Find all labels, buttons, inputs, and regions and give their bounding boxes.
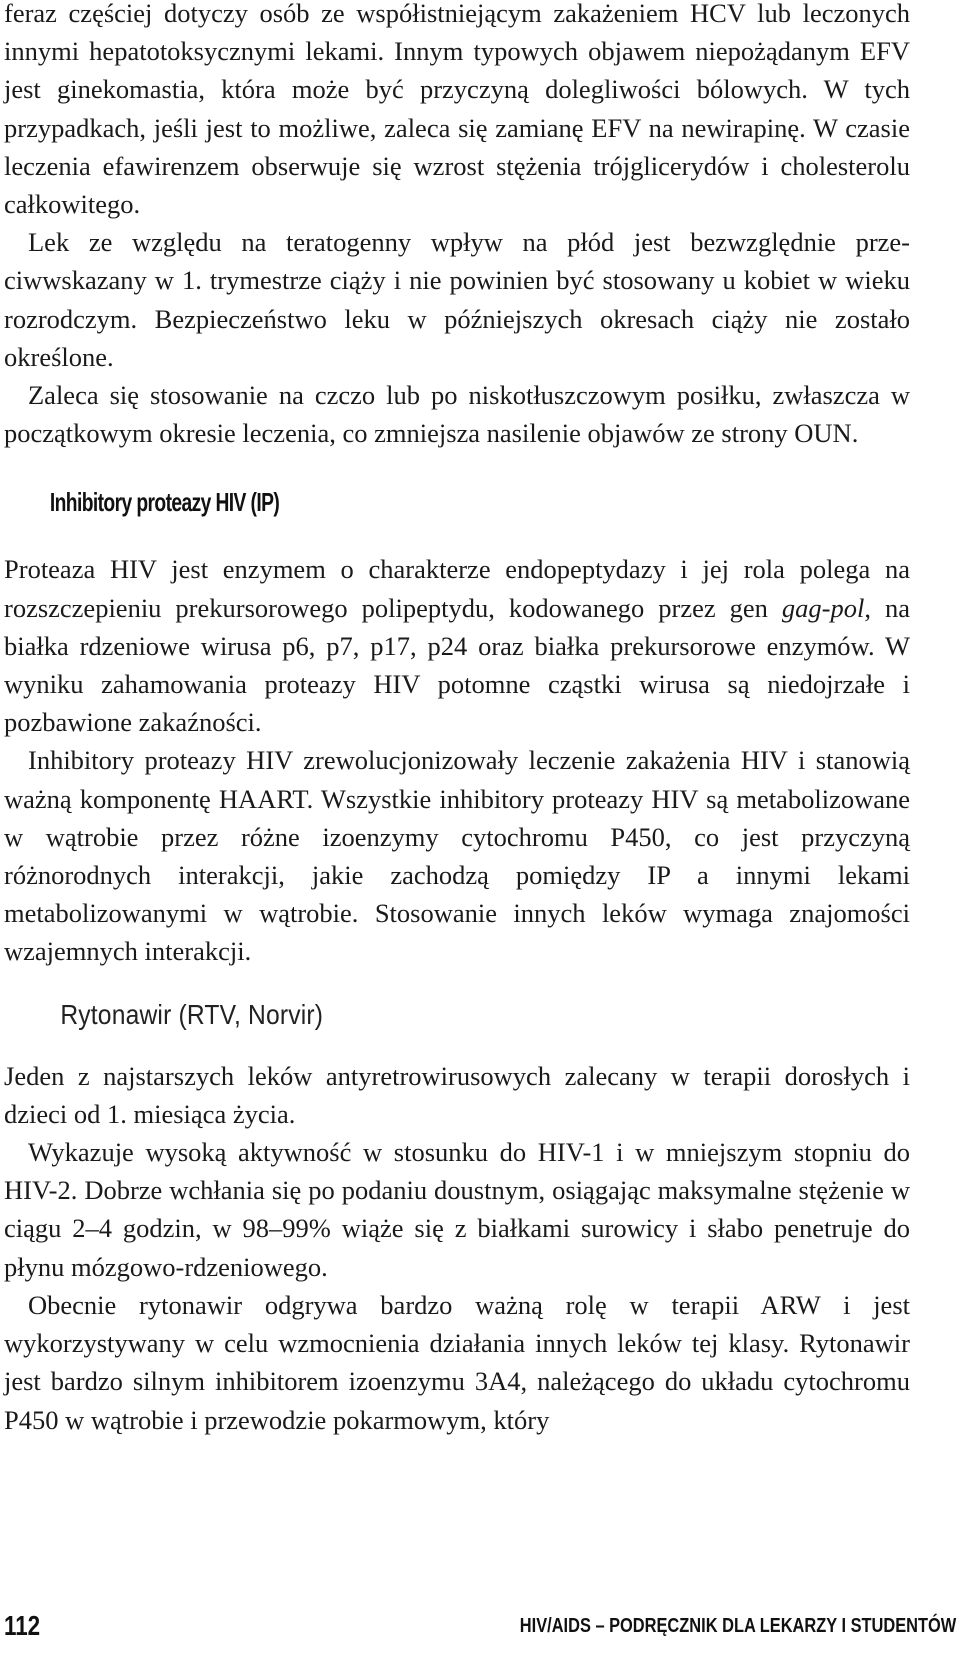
paragraph-protease-text-end: , na białka rdzeniowe wirusa p6, p7, p17, p24 oraz białka prekursorowe enzymów. W wyniku zahamowania proteazy HIV potomne cząstki wirusa są niedojrzałe i pozbawione zakaźności. bbox=[4, 592, 910, 738]
paragraph-efv-side-effects: feraz częściej dotyczy osób ze współistniejącym zakażeniem HCV lub leczonych innymi hepatotoksycznymi lekami. Innym typowych objawem niepożądanym EFV jest ginekomastia, która może być przyczyną dolegliwości bólowych. W tych przypadkach, jeśli jest to możliwe, zaleca się zamianę EFV na newirapinę. W czasie leczenia efawirenzem obserwuje się wzrost stężenia trójglicerydów i cholesterolu całkowitego. bbox=[4, 0, 910, 220]
subsection-heading-ritonavir: Rytonawir (RTV, Norvir) bbox=[60, 998, 324, 1030]
paragraph-efv-pregnancy: Lek ze względu na teratogenny wpływ na płód jest bezwzględnie przeciwwskazany w 1. trymestrze ciąży i nie powinien być stosowany u kobiet w wieku rozrodczym. Bezpieczeństwo leku w późniejszych okresach ciąży nie zostało określone. bbox=[4, 227, 910, 372]
page-content bbox=[4, 0, 910, 1439]
paragraph-efv-dosing: Zaleca się stosowanie na czczo lub po niskotłuszczowym posiłku, zwłaszcza w początkowym okresie leczenia, co zmniejsza nasilenie objawów ze strony OUN. bbox=[4, 380, 910, 449]
paragraph-protease-text-start: Proteaza HIV jest enzymem o charakterze endopeptydazy i jej rola polega na rozszczepieniu prekursorowego polipeptydu, kodowanego przez gen bbox=[4, 554, 910, 623]
gene-name-italic: gag-pol bbox=[781, 592, 865, 623]
paragraph-ritonavir-pharmacokinetics: Wykazuje wysoką aktywność w stosunku do HIV-1 i w mniejszym stopniu do HIV-2. Dobrze wchłania się po podaniu doustnym, osiągając maksymalne stężenie w ciągu 2–4 godzin, w 98–99% wiąże się z białkami surowicy i słabo penetruje do płynu mózgowo-rdzeniowego. bbox=[4, 1137, 910, 1282]
paragraph-ritonavir-boosting: Obecnie rytonawir odgrywa bardzo ważną rolę w terapii ARW i jest wykorzystywany w celu wzmocnienia działania innych leków tej klasy. Rytonawir jest bardzo silnym inhibitorem izoenzymu 3A4, należącego do układu cytochromu P450 w wątrobie i przewodzie pokarmowym, który bbox=[4, 1289, 910, 1435]
section-heading-protease-inhibitors: Inhibitory proteazy HIV (IP) bbox=[49, 487, 280, 518]
paragraph-protease-definition bbox=[4, 550, 910, 741]
page-number: 112 bbox=[4, 1610, 41, 1641]
paragraph-protease-interactions: Inhibitory proteazy HIV zrewolucjonizowały leczenie zakażenia HIV i stanowią ważną komponentę HAART. Wszystkie inhibitory proteazy HIV są metabolizowane w wątrobie przez różne izoenzymy cytochromu P450, co jest przyczyną różnorodnych interakcji, jakie zachodzą pomiędzy IP a innymi lekami metabolizowanymi w wątrobie. Stosowanie innych leków wymaga znajomości wzajemnych interakcji. bbox=[4, 745, 910, 967]
page-footer bbox=[0, 1606, 960, 1646]
paragraph-ritonavir-indication: Jeden z najstarszych leków antyretrowirusowych zalecany w terapii dorosłych i dzieci od 1. miesiąca życia. bbox=[4, 1060, 910, 1129]
running-footer-title: HIV/AIDS – PODRĘCZNIK DLA LEKARZY I STUDENTÓW bbox=[519, 1615, 956, 1637]
